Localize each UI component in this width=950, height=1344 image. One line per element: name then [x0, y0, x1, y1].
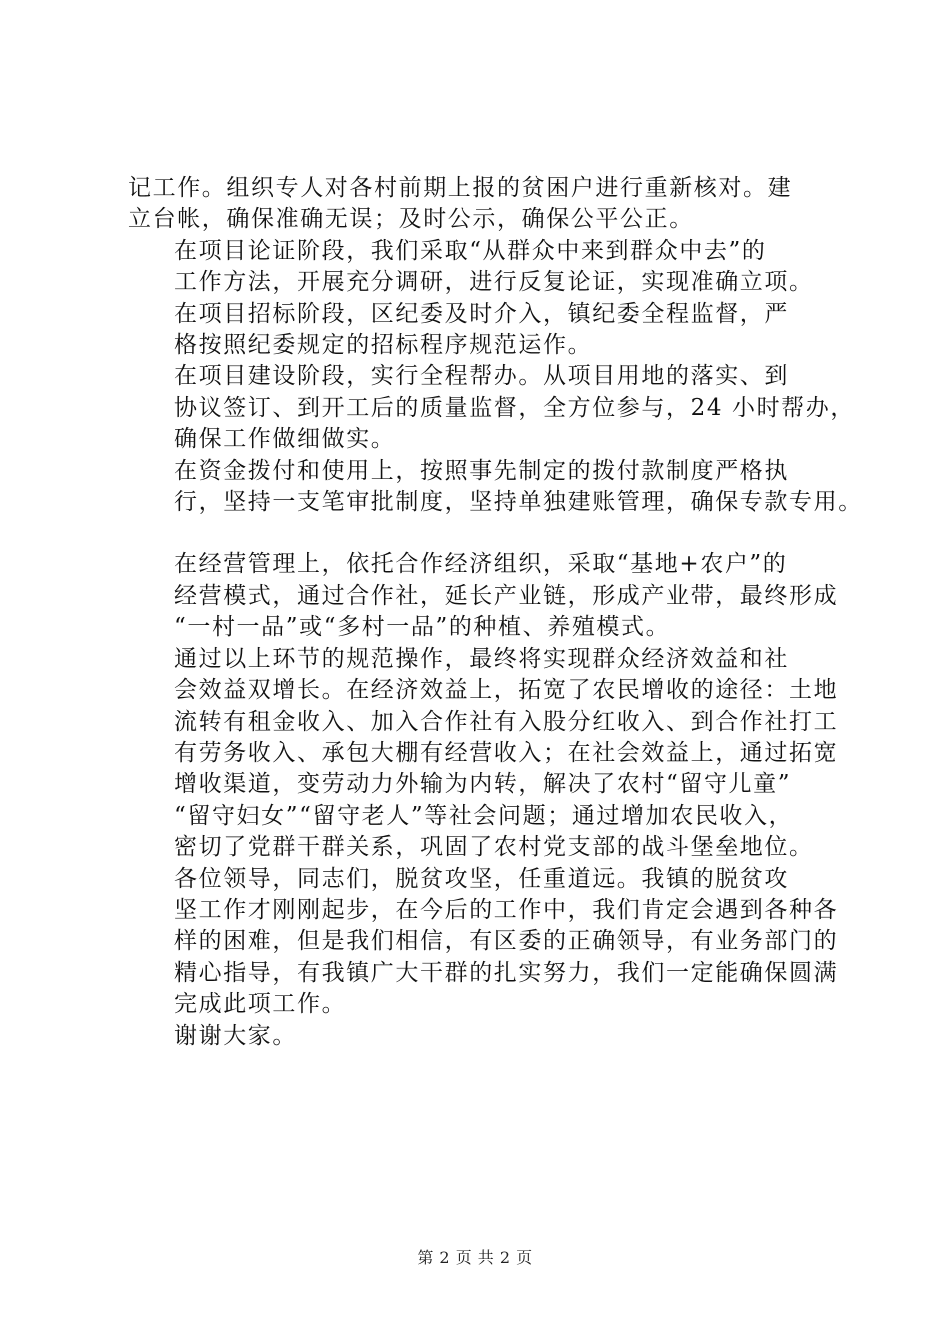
paragraph-line: 完成此项工作。: [174, 991, 347, 1018]
paragraph-line: 密切了党群干群关系，巩固了农村党支部的战斗堡垒地位。: [174, 834, 814, 861]
paragraph-line: 在经营管理上，依托合作经济组织，采取“基地+农户”的: [174, 551, 788, 578]
paragraph: [128, 361, 855, 455]
paragraph-line: “留守妇女”“留守老人”等社会问题；通过增加农民收入，: [174, 802, 794, 829]
paragraph-line: 记工作。组织专人对各村前期上报的贫困户进行重新核对。建: [128, 175, 793, 201]
paragraph-line: 谢谢大家。: [174, 1022, 297, 1049]
paragraph-line: 增收渠道，变劳动力外输为内转，解决了农村“留守儿童”: [174, 771, 792, 798]
paragraph-line: 会效益双增长。在经济效益上，拓宽了农民增收的途径：土地: [174, 677, 839, 704]
paragraph-line: 工作方法，开展充分调研，进行反复论证，实现准确立项。: [174, 269, 814, 296]
paragraph: [128, 456, 863, 519]
paragraph-line: 各位领导，同志们，脱贫攻坚，任重道远。我镇的脱贫攻: [174, 865, 789, 892]
paragraph-line: 经营模式，通过合作社，延长产业链，形成产业带，最终形成: [174, 582, 839, 609]
document-body: [128, 173, 863, 1052]
paragraph: [128, 173, 828, 236]
paragraph-line: 精心指导，有我镇广大干群的扎实努力，我们一定能确保圆满: [174, 959, 839, 986]
paragraph-line: 在项目建设阶段，实行全程帮办。从项目用地的落实、到: [174, 363, 789, 390]
paragraph-line: 样的困难，但是我们相信，有区委的正确领导，有业务部门的: [174, 928, 839, 955]
paragraph: [128, 644, 839, 864]
paragraph: [128, 864, 839, 1021]
paragraph-line: 坚工作才刚刚起步，在今后的工作中，我们肯定会遇到各种各: [174, 896, 839, 923]
paragraph-line: “一村一品”或“多村一品”的种植、养殖模式。: [174, 614, 671, 641]
page-footer: 第 2 页 共 2 页: [417, 1248, 533, 1267]
paragraph-line: 有劳务收入、承包大棚有经营收入；在社会效益上，通过拓宽: [174, 739, 839, 766]
paragraph-line: 确保工作做细做实。: [174, 426, 396, 453]
paragraph-line: 在项目招标阶段，区纪委及时介入，镇纪委全程监督，严: [174, 300, 789, 327]
paragraph-line: 在资金拨付和使用上，按照事先制定的拨付款制度严格执: [174, 457, 789, 484]
paragraph: [128, 1021, 828, 1052]
paragraph-line: 行，坚持一支笔审批制度，坚持单独建账管理，确保专款专用。: [174, 489, 863, 516]
paragraph-line: 通过以上环节的规范操作，最终将实现群众经济效益和社: [174, 645, 789, 672]
paragraph-line: 协议签订、到开工后的质量监督，全方位参与，24 小时帮办，: [174, 394, 855, 421]
paragraph: [128, 236, 828, 299]
paragraph: [128, 549, 839, 643]
paragraph-line: 格按照纪委规定的招标程序规范运作。: [174, 332, 593, 359]
paragraph: [128, 299, 828, 362]
paragraph-line: 在项目论证阶段，我们采取“从群众中来到群众中去”的: [174, 237, 767, 264]
paragraph-line: 流转有租金收入、加入合作社有入股分红收入、到合作社打工: [174, 708, 839, 735]
paragraph-line: 立台帐，确保准确无误；及时公示，确保公平公正。: [128, 206, 694, 233]
